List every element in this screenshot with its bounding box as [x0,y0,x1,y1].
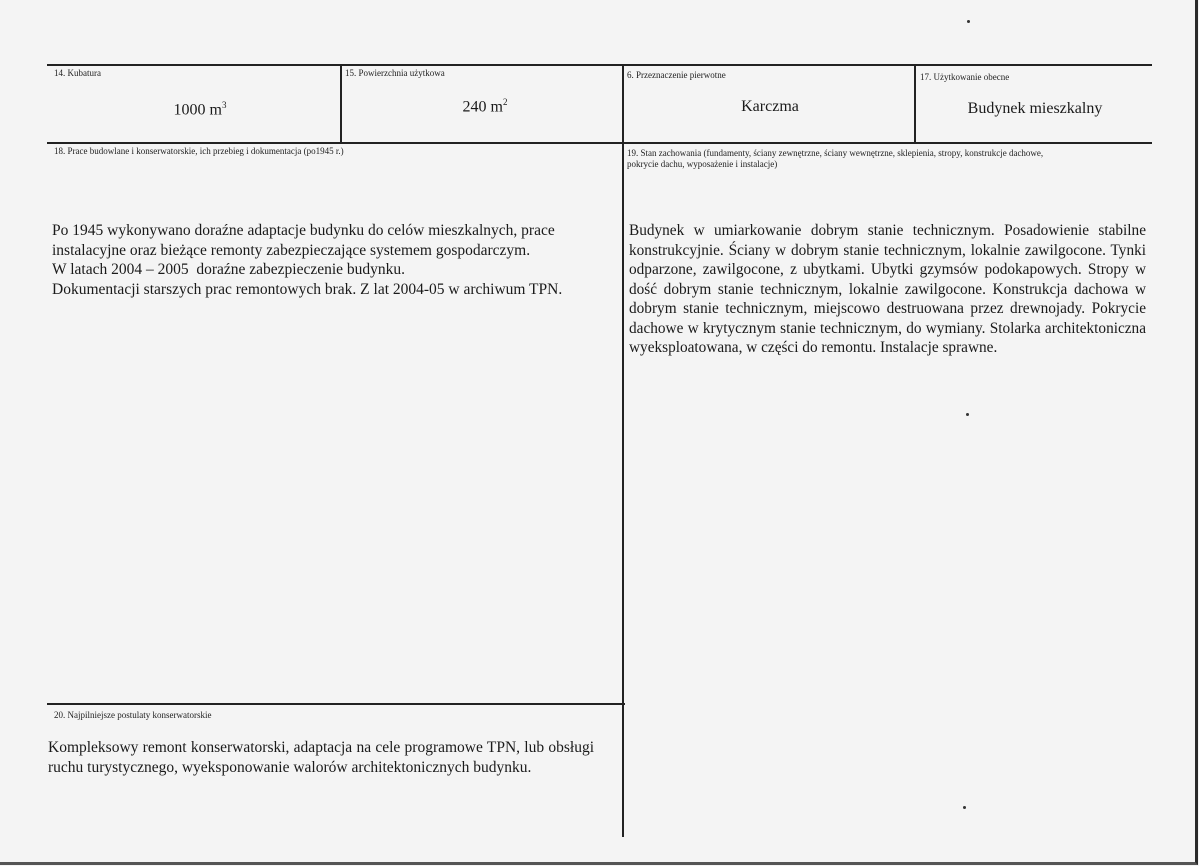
stan-text: Budynek w umiarkowanie dobrym stanie technicznym. Posadowienie stabilne konstrukcyjnie. Ściany w dobrym stanie technicznym, lokalnie zawilgocone. Tynki odparzone, zawilgocone, z ubytkami. Ubytki gzymsów podokapowych. Stropy w dość dobrym stanie technicznym, lokalnie zawilgocone. Konstrukcja dachowa w dobrym stanie technicznym, miejscowo destruowana przez drewnojady. Pokrycie dachowe w krytycznym stanie technicznym, do wymiany. Stolarka architektoniczna wyeksploatowana, w części do remontu. Instalacje sprawne. [629,222,1146,356]
kubatura-value-text: 1000 m [173,101,222,119]
stan-label-line-2: pokrycie dachu, wyposażenie i instalacje) [627,159,778,169]
stan-label [627,148,1157,170]
scan-speck [966,413,969,416]
section20-top-rule [47,703,625,705]
kubatura-value [150,100,250,119]
kubatura-unit-exponent: 3 [221,100,227,110]
powierzchnia-value [435,97,535,116]
kubatura-label: 14. Kubatura [54,68,101,78]
prace-text [52,221,622,299]
prace-label: 18. Prace budowlane i konserwatorskie, ich przebieg i dokumentacja (po1945 r.) [54,146,344,156]
przeznaczenie-value: Karczma [741,98,799,115]
przeznaczenie-label: 6. Przeznaczenie pierwotne [627,70,726,80]
powierzchnia-unit-exponent: 2 [502,97,508,107]
scan-speck [963,806,966,809]
powierzchnia-label: 15. Powierzchnia użytkowa [345,68,445,78]
top-rule [47,64,1152,66]
powierzchnia-value-text: 240 m [462,98,503,116]
col-divider-3 [914,64,916,144]
stan-label-line-1: 19. Stan zachowania (fundamenty, ściany zewnętrzne, ściany wewnętrzne, sklepienia, stropy, konstrukcje dachowe, [627,148,1044,158]
row1-bottom-rule [47,142,1152,144]
prace-line-4: Dokumentacji starszych prac remontowych brak. Z lat 2004-05 w archiwum TPN. [52,280,563,298]
col-divider-2 [622,64,624,837]
scan-speck [967,20,970,23]
col-divider-1 [340,64,342,144]
uzytkowanie-value: Budynek mieszkalny [967,100,1103,117]
prace-line-3: W latach 2004 – 2005 doraźne zabezpieczenie budynku. [52,261,406,278]
postulaty-text: Kompleksowy remont konserwatorski, adaptacja na cele programowe TPN, lub obsługi ruchu turystycznego, wyeksponowanie walorów architektonicznych budynku. [48,739,594,776]
postulaty-label: 20. Najpilniejsze postulaty konserwatorskie [54,710,212,720]
prace-line-1: Po 1945 wykonywano doraźne adaptacje budynku do celów mieszkalnych, prace [52,222,555,239]
prace-line-2: instalacyjne oraz bieżące remonty zabezpieczające systemem gospodarczym. [52,241,531,259]
uzytkowanie-label: 17. Użytkowanie obecne [920,72,1010,82]
